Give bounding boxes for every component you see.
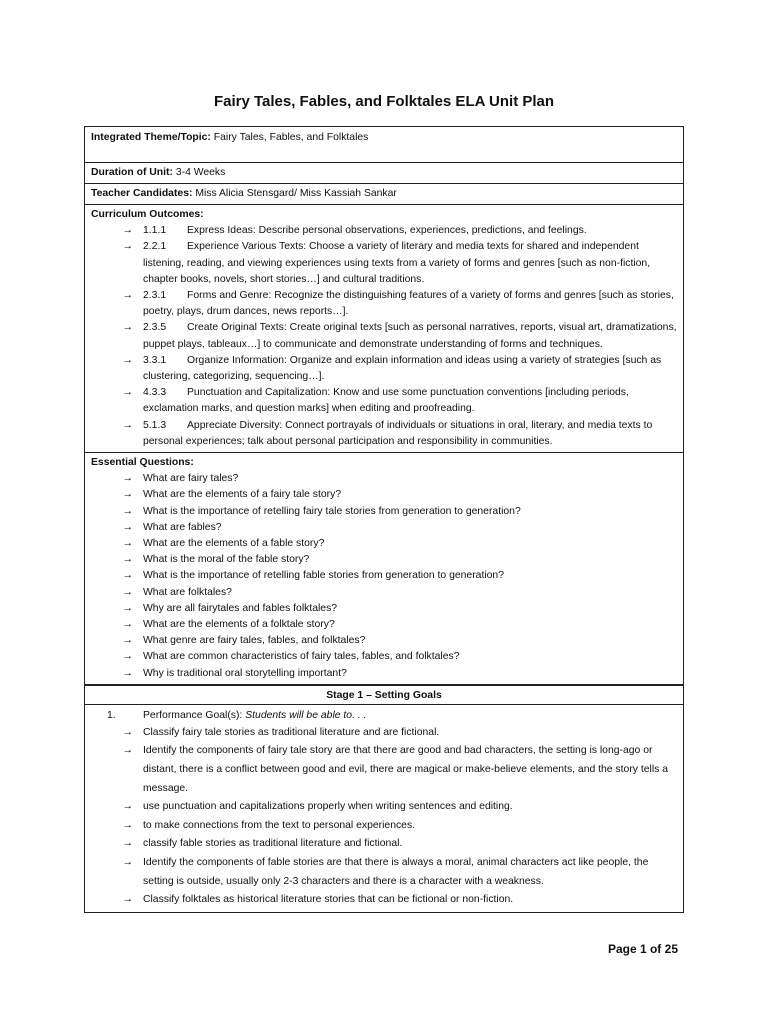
outcome-body (143, 223, 677, 239)
question-text: What are folktales? (143, 586, 232, 598)
question-text: What are the elements of a fable story? (143, 538, 325, 550)
arrow-icon: → (122, 419, 133, 431)
question-item (91, 552, 677, 568)
outcome-item (91, 239, 677, 288)
question-text: What are the elements of a fairy tale story? (143, 489, 342, 501)
questions-list (91, 471, 677, 682)
outcome-text: Create Original Texts: Create original texts [such as personal narratives, reports, visual art, dramatizations, puppet plays, tableaux…] to communicate and demonstrate understanding of forms and techniques. (143, 322, 677, 350)
goal-number: 1. (107, 709, 116, 721)
outcome-text: Forms and Genre: Recognize the distinguishing features of a variety of forms and genres [such as stories, poetry, plays, drum dances, news reports…]. (143, 290, 674, 318)
question-item (91, 666, 677, 682)
goal-item-text: Identify the components of fable stories are that there is always a moral, animal characters act like people, the setting is outside, usually only 2-3 characters and there is a character with a weakness. (143, 857, 649, 887)
theme-row (85, 127, 683, 163)
outcome-code: 5.1.3 (143, 419, 167, 431)
goal-item-text: classify fable stories as traditional literature and fictional. (143, 838, 403, 850)
outcome-text: Organize Information: Organize and explain information and ideas using a variety of strategies [such as clustering, categorizing, sequencing…]. (143, 354, 662, 383)
outcome-text: Appreciate Diversity: Connect portrayals of individuals or situations in oral, literary, and media texts to personal experiences; talk about personal participation and responsibility in communities. (143, 419, 653, 447)
page-current: 1 (639, 942, 647, 956)
duration-value: 3-4 Weeks (172, 167, 226, 178)
question-text: What are fables? (143, 521, 222, 533)
page-number (608, 942, 678, 956)
arrow-icon: → (122, 387, 133, 399)
arrow-icon: → (122, 602, 133, 614)
goal-label: Performance Goal(s): (143, 709, 246, 721)
duration-row (85, 163, 683, 184)
outcome-code: 3.3.1 (143, 354, 167, 366)
unit-plan-table (84, 126, 684, 913)
goal-item (91, 835, 677, 854)
arrow-icon: → (122, 745, 133, 757)
page-prefix: Page (607, 942, 640, 956)
arrow-icon: → (122, 538, 133, 550)
arrow-icon: → (122, 801, 133, 813)
question-text: What is the importance of retelling fable stories from generation to generation? (143, 570, 504, 582)
arrow-icon: → (122, 619, 133, 631)
outcome-text: Punctuation and Capitalization: Know and use some punctuation conventions [including periods, exclamation marks, and question marks] when editing and proofreading. (143, 387, 629, 415)
outcome-code: 2.3.1 (143, 290, 167, 302)
arrow-icon: → (122, 894, 133, 906)
outcome-item (91, 320, 677, 352)
question-text: What is the importance of retelling fairy tale stories from generation to generation? (143, 505, 521, 517)
stage-heading: Stage 1 – Setting Goals (85, 685, 683, 705)
goal-item (91, 817, 677, 836)
goal-text (143, 707, 367, 724)
question-text: What are the elements of a folktale story? (143, 619, 335, 631)
outcome-code: 2.2.1 (143, 241, 167, 253)
outcome-body (143, 239, 677, 288)
arrow-icon: → (122, 521, 133, 533)
question-item (91, 520, 677, 536)
stage-content (85, 705, 683, 912)
outcome-item (91, 385, 677, 417)
performance-goal-row (91, 707, 677, 724)
question-item (91, 536, 677, 552)
questions-heading: Essential Questions: (91, 457, 194, 469)
arrow-icon: → (122, 489, 133, 501)
question-item (91, 601, 677, 617)
question-item (91, 633, 677, 649)
arrow-icon: → (122, 819, 133, 831)
outcome-body (143, 418, 677, 450)
outcome-body (143, 385, 677, 417)
arrow-icon: → (122, 838, 133, 850)
question-item (91, 504, 677, 520)
goal-item (91, 742, 677, 798)
question-item (91, 585, 677, 601)
outcomes-heading: Curriculum Outcomes: (91, 209, 204, 220)
goal-item-text: use punctuation and capitalizations properly when writing sentences and editing. (143, 801, 513, 813)
question-item (91, 487, 677, 503)
goal-item (91, 724, 677, 743)
question-text: What genre are fairy tales, fables, and folktales? (143, 635, 366, 647)
page-sep: of (646, 942, 665, 956)
goal-item-text: Identify the components of fairy tale story are that there are good and bad characters, the setting is long-ago or distant, there is a conflict between good and evil, there are magical or make-believe elements, and the story tells a message. (143, 745, 669, 794)
arrow-icon: → (122, 505, 133, 517)
outcome-code: 4.3.3 (143, 387, 167, 399)
goal-item (91, 798, 677, 817)
question-text: What is the moral of the fable story? (143, 554, 310, 566)
arrow-icon: → (122, 651, 133, 663)
arrow-icon: → (122, 473, 133, 485)
arrow-icon: → (122, 554, 133, 566)
question-item (91, 471, 677, 487)
question-item (91, 649, 677, 665)
teachers-value: Miss Alicia Stensgard/ Miss Kassiah Sankar (192, 188, 397, 199)
goal-italic: Students will be able to. . . (245, 709, 367, 721)
arrow-icon: → (122, 570, 133, 582)
questions-row (85, 453, 683, 685)
arrow-icon: → (122, 635, 133, 647)
goal-item (91, 854, 677, 891)
arrow-icon: → (122, 241, 133, 253)
outcome-code: 1.1.1 (143, 225, 167, 237)
theme-label: Integrated Theme/Topic: (91, 132, 211, 143)
question-item (91, 617, 677, 633)
arrow-icon: → (122, 354, 133, 366)
question-text: Why is traditional oral storytelling important? (143, 667, 347, 679)
goal-item (91, 891, 677, 910)
outcome-body (143, 353, 677, 385)
theme-value: Fairy Tales, Fables, and Folktales (210, 132, 369, 143)
page-total: 25 (664, 942, 678, 956)
outcomes-row (85, 205, 683, 453)
outcome-item (91, 223, 677, 239)
outcome-body (143, 288, 677, 320)
goal-item-text: Classify folktales as historical literature stories that can be fictional or non-fiction. (143, 894, 514, 906)
outcome-text: Experience Various Texts: Choose a variety of literary and media texts for shared and independent listening, reading, and viewing experiences using texts from a variety of forms and genres [such as non-fiction, chapter books, novels, short stories…] and cultural traditions. (143, 241, 651, 285)
teachers-label: Teacher Candidates: (91, 188, 193, 199)
outcome-body (143, 320, 677, 352)
arrow-icon: → (122, 322, 133, 334)
arrow-icon: → (122, 857, 133, 869)
outcomes-list (91, 223, 677, 450)
question-text: What are common characteristics of fairy tales, fables, and folktales? (143, 651, 460, 663)
outcome-item (91, 288, 677, 320)
arrow-icon: → (122, 667, 133, 679)
outcome-item (91, 353, 677, 385)
outcome-code: 2.3.5 (143, 322, 167, 334)
question-text: Why are all fairytales and fables folktales? (143, 602, 338, 614)
teachers-row (85, 184, 683, 205)
arrow-icon: → (122, 225, 133, 237)
question-item (91, 568, 677, 584)
goal-item-text: Classify fairy tale stories as traditional literature and are fictional. (143, 726, 440, 738)
arrow-icon: → (122, 290, 133, 302)
arrow-icon: → (122, 586, 133, 598)
question-text: What are fairy tales? (143, 473, 239, 485)
document-title: Fairy Tales, Fables, and Folktales ELA Unit Plan (213, 93, 555, 110)
outcome-item (91, 418, 677, 450)
outcome-text: Express Ideas: Describe personal observations, experiences, predictions, and feelings. (187, 225, 587, 237)
duration-label: Duration of Unit: (91, 167, 173, 178)
goal-item-text: to make connections from the text to personal experiences. (143, 819, 416, 831)
goals-list (91, 724, 677, 910)
arrow-icon: → (122, 726, 133, 738)
